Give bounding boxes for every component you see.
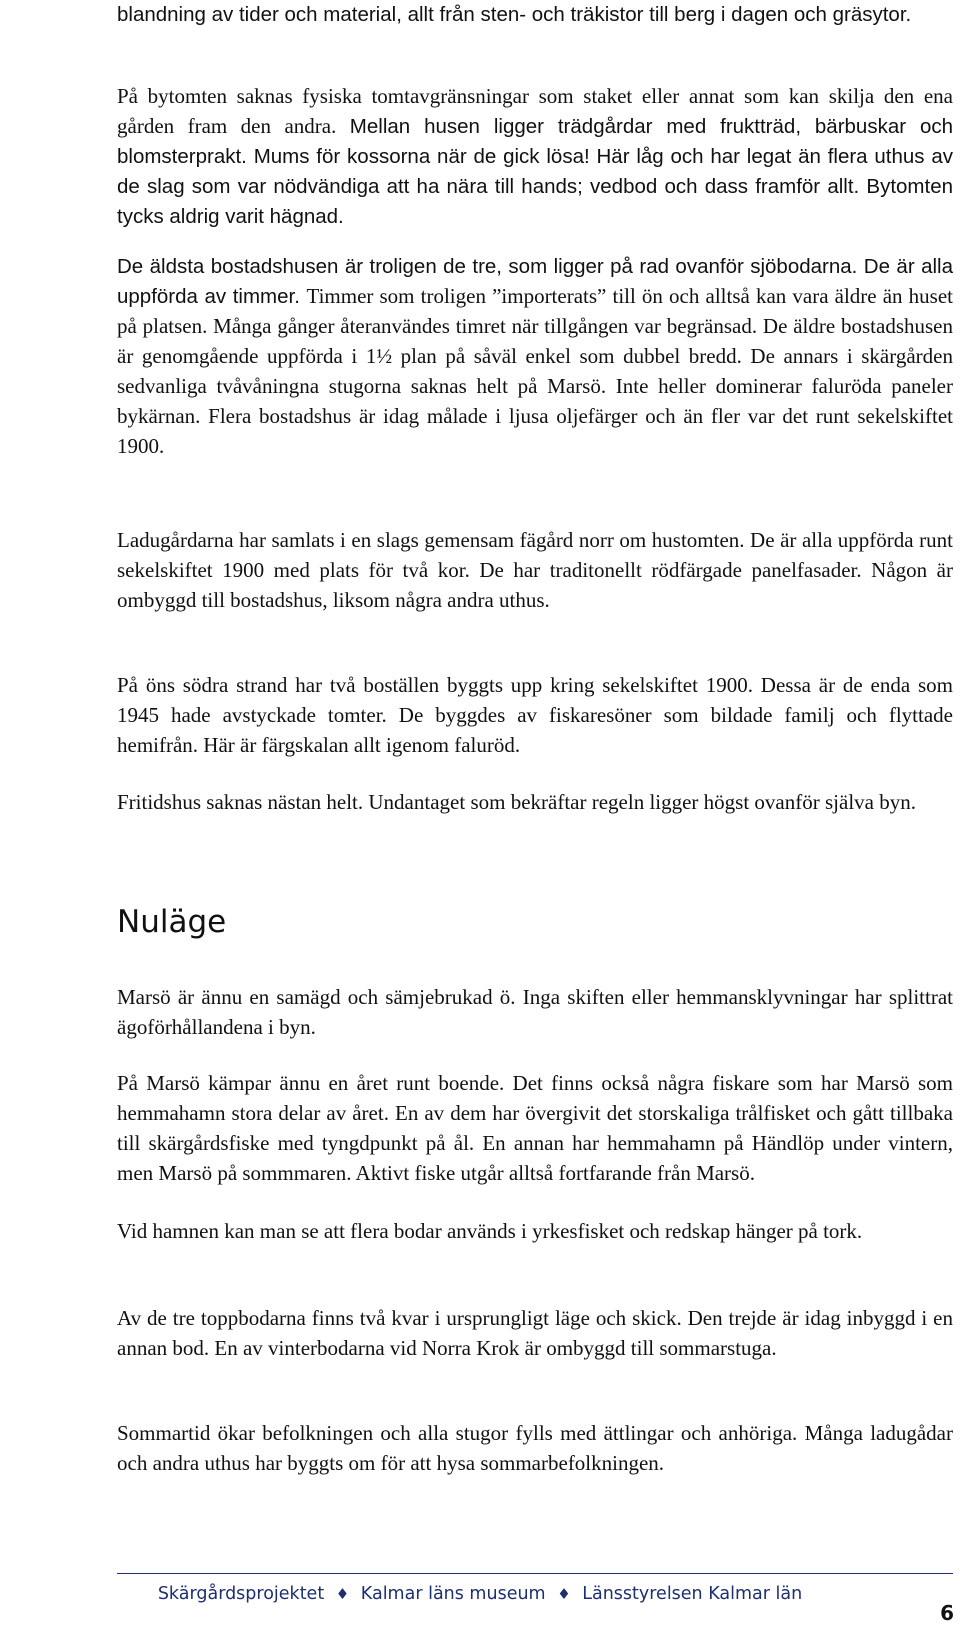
- paragraph-2-text-a: På bytomten saknas fysiska tomtavgränsningar som staket eller annat som kan skilja den ena gården fram den andra.: [117, 84, 953, 138]
- paragraph-3-text-b: Timmer som troligen ”importerats” till ön och alltså kan vara äldre än huset på platsen. Många gånger återanvändes timret när tillgången var begränsad. De äldre bostadshusen är genomgående uppförda i 1½ plan på såväl enkel som dubbel bredd. De annars i skärgården sedvanliga tvåvåningna stugorna saknas helt på Marsö. Inte heller dominerar faluröda paneler bykärnan. Flera bostadshus är idag målade i ljusa oljefärger och än fler var det runt sekelskiftet 1900.: [117, 284, 953, 458]
- paragraph-1-text: blandning av tider och material, allt från sten- och träkistor till berg i dagen och gräsytor.: [117, 3, 912, 26]
- paragraph-2: [117, 82, 953, 232]
- footer-rule: [117, 1573, 953, 1574]
- section-heading: Nuläge: [117, 904, 227, 940]
- footer-county: Länsstyrelsen Kalmar län: [582, 1584, 803, 1604]
- nulage-paragraph-4: Av de tre toppbodarna finns två kvar i ursprungligt läge och skick. Den trejde är idag inbyggd i en annan bod. En av vinterbodarna vid Norra Krok är ombyggd till sommarstuga.: [117, 1306, 953, 1360]
- paragraph-6-text: Fritidshus saknas nästan helt. Undantaget som bekräftar regeln ligger högst ovanför själva byn.: [117, 790, 916, 814]
- footer-project: Skärgårdsprojektet: [157, 1584, 325, 1604]
- nulage-paragraph-2: På Marsö kämpar ännu en året runt boende. Det finns också några fiskare som har Marsö som hemmahamn stora delar av året. En av dem har övergivit det storskaliga trålfisket och gått tillbaka till skärgårdsfiske med tyngdpunkt på ål. En annan har hemmahamn på Händlöp under vintern, men Marsö på sommmaren. Aktivt fiske utgår alltså fortfarande från Marsö.: [117, 1071, 953, 1185]
- footer: [0, 1584, 960, 1604]
- footer-museum: Kalmar läns museum: [360, 1584, 546, 1604]
- paragraph-6: [117, 787, 953, 817]
- nulage-paragraph-3: Vid hamnen kan man se att flera bodar används i yrkesfisket och redskap hänger på tork.: [117, 1219, 863, 1243]
- paragraph-2-text-b: Mellan husen ligger trädgårdar med fruktträd, bärbuskar och blomsterprakt. Mums för kossorna när de gick lösa! Här låg och har legat än flera uthus av de slag som var nödvändiga att ha nära till hands; vedbod och dass framför allt. Bytomten tycks aldrig varit hägnad.: [117, 115, 954, 228]
- paragraph-5-text: På öns södra strand har två boställen byggts upp kring sekelskiftet 1900. Dessa är de enda som 1945 hade avstyckade tomter. De byggdes av fiskaresöner som bildade familj och flyttade hemifrån. Här är färgskalan allt igenom faluröd.: [117, 673, 953, 757]
- paragraph-4-text: Ladugårdarna har samlats i en slags gemensam fägård norr om hustomten. De är alla uppförda runt sekelskiftet 1900 med plats för två kor. De har traditonellt rödfärgade panelfasader. Någon är ombyggd till bostadshus, liksom några andra uthus.: [117, 528, 953, 612]
- paragraph-3-text-a: De äldsta bostadshusen är troligen de tre, som ligger på rad ovanför sjöbodarna. De är alla uppförda av timmer.: [117, 255, 953, 308]
- paragraph-1: [117, 0, 953, 29]
- nulage-paragraph-1: Marsö är ännu en samägd och sämjebrukad ö. Inga skiften eller hemmansklyvningar har splittrat ägoförhållandena i byn.: [117, 985, 953, 1039]
- paragraph-5: [117, 670, 953, 760]
- diamond-icon: ♦: [557, 1585, 571, 1603]
- diamond-icon: ♦: [335, 1585, 350, 1603]
- nulage-paragraph-5: Sommartid ökar befolkningen och alla stugor fylls med ättlingar och anhöriga. Många ladugådar och andra uthus har byggts om för att hysa sommarbefolkningen.: [117, 1421, 953, 1475]
- paragraph-3: [117, 252, 953, 462]
- page-number: 6: [940, 1601, 954, 1625]
- paragraph-4: [117, 525, 953, 615]
